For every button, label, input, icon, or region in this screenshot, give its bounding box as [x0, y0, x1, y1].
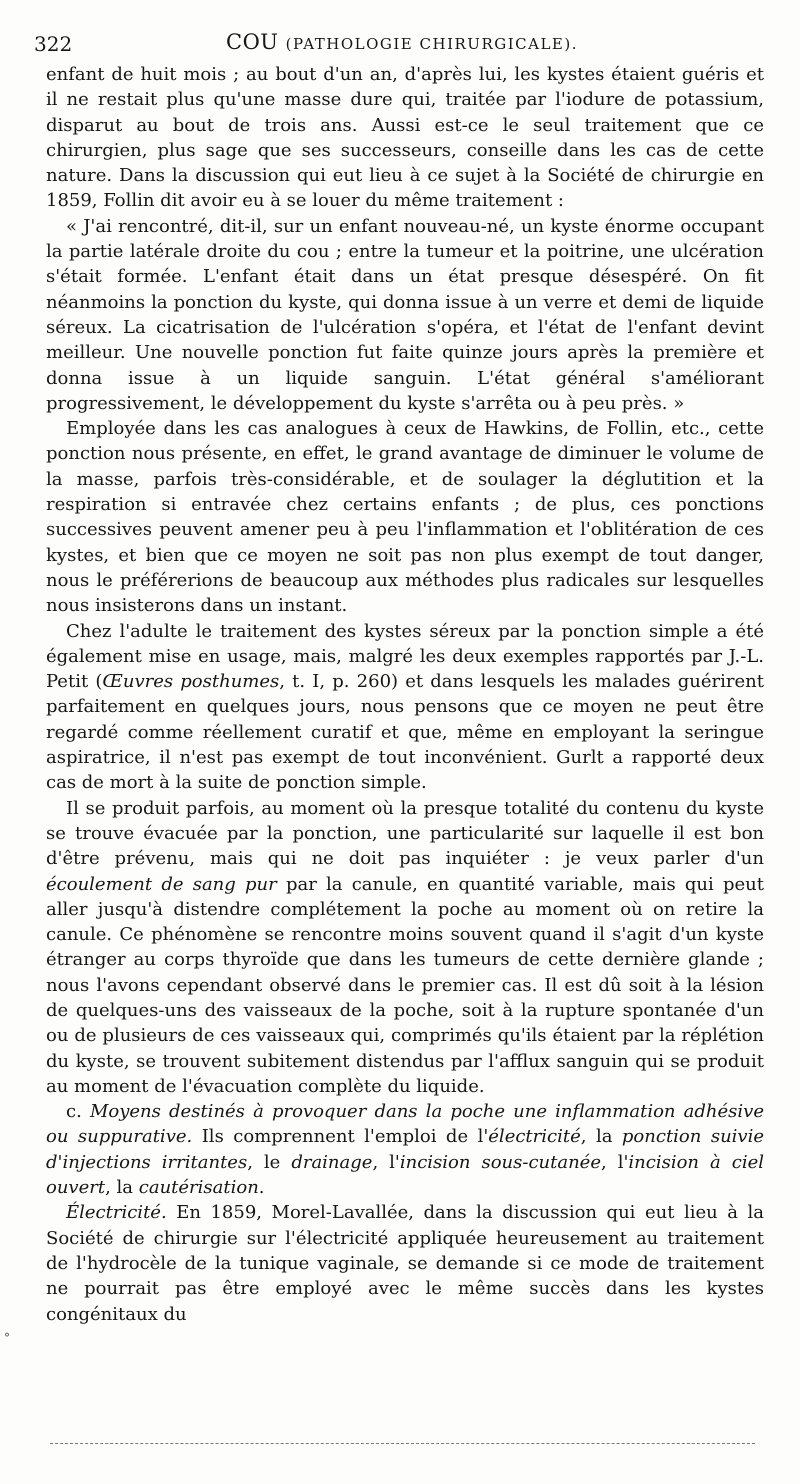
term-drainage: drainage — [291, 1151, 373, 1173]
body-text — [46, 62, 764, 1327]
paragraph-5-emphasis: écoulement de sang pur — [46, 873, 277, 895]
running-title — [32, 30, 772, 54]
paragraph-7-electricite — [46, 1200, 764, 1326]
paragraph-4-citation: Œuvres posthumes — [102, 671, 280, 693]
term-cauterisation: cautérisation — [138, 1177, 259, 1199]
section-c-label: c. — [66, 1101, 90, 1123]
section-c-text-5: , l' — [600, 1151, 629, 1173]
section-c-text-6: , la — [105, 1177, 139, 1199]
term-electricite: électricité — [488, 1126, 581, 1148]
paragraph-3: Employée dans les cas analogues à ceux de Hawkins, de Follin, etc., cette ponction nous présente, en effet, le grand avantage de diminuer le volume de la masse, parfois très-considérable, et de soulager la déglutition et la respiration si entravée chez certains enfants ; de plus, ces ponctions successives peuvent amener peu à peu l'inflammation et l'oblitération de ces kystes, et bien que ce moyen ne soit pas non plus exempt de tout danger, nous le préférerions de beaucoup aux méthodes plus radicales sur lesquelles nous insisterons dans un instant. — [46, 418, 764, 617]
page-header — [32, 28, 772, 58]
paragraph-4-text-a: Chez l'adulte le traitement des kystes séreux par la ponction simple a été également mise en usage, mais, malgré les deux exemples rapportés par J.-L. Petit ( — [46, 620, 764, 693]
electricite-heading: Électricité. — [66, 1202, 167, 1224]
paragraph-6-section-c — [46, 1099, 764, 1200]
electricite-text: En 1859, Morel-Lavallée, dans la discussion qui eut lieu à la Société de chirurgie sur l'électricité appliquée heureusement au traitement de l'hydrocèle de la tunique vaginale, se demande si ce mode de traitement ne pourrait pas être employé avec le même succès dans les kystes congénitaux du — [46, 1202, 764, 1325]
paragraph-5-text-a: Il se produit parfois, au moment où la presque totalité du contenu du kyste se trouve évacuée par la ponction, une particularité sur laquelle il est bon d'être prévenu, mais qui ne doit pas inquiéter : je veux parler d'un — [46, 797, 764, 870]
paragraph-5-text-b: par la canule, en quantité variable, mais qui peut aller jusqu'à distendre complétement la poche au moment où on retire la canule. Ce phénomène se rencontre moins souvent quand il s'agit d'un kyste étranger au corps thyroïde que dans les tumeurs de cette dernière glande ; nous l'avons cependant observé dans le premier cas. Il est dû soit à la lésion de quelques-uns des vaisseaux de la poche, soit à la rupture spontanée d'un ou de plusieurs de ces vaisseaux qui, comprimés qu'ils étaient par la réplétion du kyste, se trouvent subitement distendus par l'afflux sanguin qui se produit au moment de l'évacuation complète du liquide. — [46, 873, 764, 1097]
page-number: 322 — [34, 32, 73, 56]
term-incision-ciel-ouvert: incision à ciel ouvert — [46, 1151, 764, 1199]
margin-mark: ° — [4, 1331, 10, 1345]
term-incision-sous-cutanee: incision sous-cutanée — [399, 1151, 601, 1173]
paragraph-4-text-b: , t. I, p. 260) et dans lesquels les malades guérirent parfaitement en quelques jours, nous pensons que ce moyen ne peut être regardé comme réellement curatif et que, même en employant la seringue aspiratrice, il n'est pas exempt de tout inconvénient. Gurlt a rapporté deux cas de mort à la suite de ponction simple. — [46, 671, 764, 794]
section-c-text-7: . — [258, 1177, 265, 1199]
paragraph-4 — [46, 619, 764, 796]
paragraph-5 — [46, 796, 764, 1100]
section-c-text-1: Ils comprennent l'emploi de l' — [192, 1126, 489, 1148]
footer-rule — [50, 1443, 755, 1444]
section-c-text-3: , le — [247, 1151, 292, 1173]
section-c-text-4: , l' — [372, 1151, 400, 1173]
section-c-text-2: , la — [580, 1126, 622, 1148]
running-title-main: COU — [226, 30, 279, 54]
section-c-heading: Moyens destinés à provoquer dans la poche une inflammation adhésive ou suppurative. — [46, 1101, 764, 1148]
term-ponction-injections: ponction suivie d'injections irritantes — [46, 1126, 764, 1173]
paragraph-1: enfant de huit mois ; au bout d'un an, d'après lui, les kystes étaient guéris et il ne restait plus qu'une masse dure qui, traitée par l'iodure de potassium, disparut au bout de trois ans. Aussi est-ce le seul traitement que ce chirurgien, plus sage que ses successeurs, conseille dans les cas de cette nature. Dans la discussion qui eut lieu à ce sujet à la Société de chirurgie en 1859, Follin dit avoir eu à se louer du même traitement : — [46, 64, 764, 212]
running-title-sub: (PATHOLOGIE CHIRURGICALE). — [285, 35, 578, 53]
paragraph-2-quote: « J'ai rencontré, dit-il, sur un enfant nouveau-né, un kyste énorme occupant la partie latérale droite du cou ; entre la tumeur et la poitrine, une ulcération s'était formée. L'enfant était dans un état presque désespéré. On fit néanmoins la ponction du kyste, qui donna issue à un verre et demi de liquide séreux. La cicatrisation de l'ulcération s'opéra, et l'état de l'enfant devint meilleur. Une nouvelle ponction fut faite quinze jours après la première et donna issue à un liquide sanguin. L'état général s'améliorant progressivement, le développement du kyste s'arrêta ou à peu près. » — [46, 215, 764, 414]
